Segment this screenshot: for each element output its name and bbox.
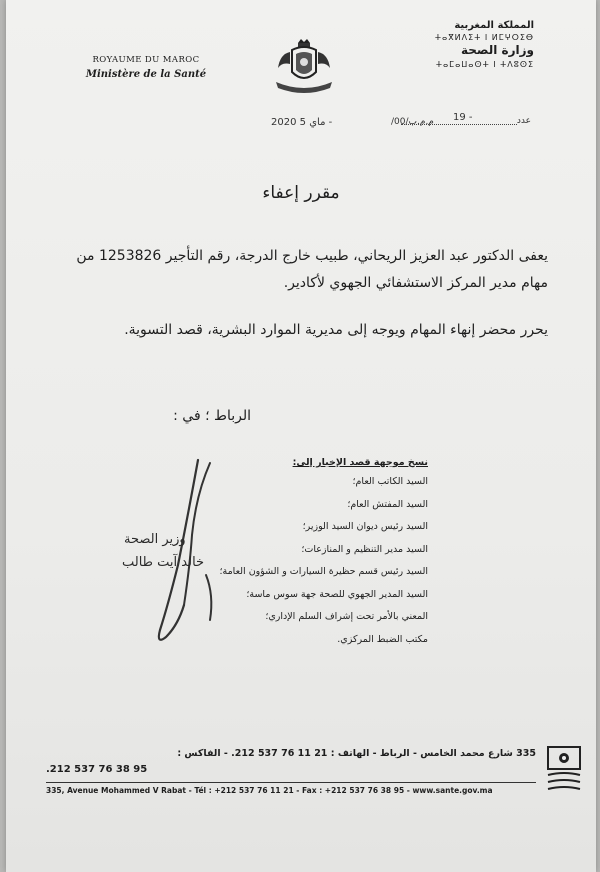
document-title: مقرر إعفاء [262, 183, 340, 203]
fr-ministry-label: Ministère de la Santé [85, 69, 207, 80]
arabic-letterhead [424, 20, 534, 69]
body-line-1: يعفى الدكتور عبد العزيز الريحاني، طبيب خارج الدرجة، رقم التأجير 1253826 من [76, 248, 548, 264]
reference-dots [401, 124, 517, 125]
ar-ministry-label: وزارة الصحة [460, 43, 534, 57]
footer-arabic-address: 335 شارع محمد الخامس - الرباط - الهاتف : 21 11 76 537 212. - الفاكس : [177, 748, 536, 759]
tifinagh-kingdom-label: ⵜⴰⴳⵍⴷⵉⵜ ⵏ ⵍⵎⵖⵔⵉⴱ [434, 33, 534, 42]
list-item: السيد المفتش العام؛ [347, 498, 428, 510]
list-item: السيد رئيس ديوان السيد الوزير؛ [302, 521, 428, 532]
issue-date: 2020 ﻣﺎي 5 - [271, 117, 333, 128]
document-page [6, 0, 596, 872]
signatory-name: خالد آيت طالب [122, 555, 205, 570]
place-and-date: الرباط ؛ في : [173, 408, 251, 424]
reference-number: 19 - [453, 112, 473, 123]
list-item: السيد رئيس قسم حظيرة السيارات و الشؤون العامة؛ [219, 566, 428, 577]
body-line-3: يحرر محضر إنهاء المهام ويوجه إلى مديرية الموارد البشرية، قصد التسوية. [124, 322, 548, 338]
list-item: السيد المدير الجهوي للصحة جهة سوس ماسة؛ [246, 588, 428, 600]
list-item: مكتب الضبط المركزي. [337, 633, 428, 645]
list-item: المعني بالأمر تحت إشراف السلم الإداري؛ [265, 611, 428, 622]
footer-fax-number: .212 537 76 38 95 [46, 764, 148, 775]
footer-divider [46, 782, 536, 783]
list-item: السيد الكاتب العام؛ [352, 476, 428, 487]
ar-kingdom-label: المملكة المغربية [454, 20, 534, 31]
list-item: السيد مدير التنظيم و المنازعات؛ [301, 543, 428, 555]
french-letterhead [66, 55, 226, 80]
body-line-2: مهام مدير المركز الاستشفائي الجهوي لأكادير. [283, 275, 548, 291]
reference-label: عدد [516, 116, 531, 126]
royal-coat-of-arms-icon [268, 38, 340, 94]
copies-heading: نسخ موجهة قصد الإخبار إلى: [292, 457, 428, 468]
tifinagh-ministry-label: ⵜⴰⵎⴰⵡⴰⵙⵜ ⵏ ⵜⴷⵓⵙⵉ [435, 60, 534, 69]
signatory-title: وزير الصحة [124, 532, 186, 547]
ministry-logo-icon [546, 745, 582, 793]
fr-kingdom-label: ROYAUME DU MAROC [92, 55, 200, 65]
reference-line [391, 112, 531, 130]
footer-french-address: 335, Avenue Mohammed V Rabat - Tél : +212 537 76 11 21 - Fax : +212 537 76 38 95 - www.sante.gov.ma [46, 786, 493, 795]
reference-prefix: /م.م.ب/00 [391, 117, 434, 127]
